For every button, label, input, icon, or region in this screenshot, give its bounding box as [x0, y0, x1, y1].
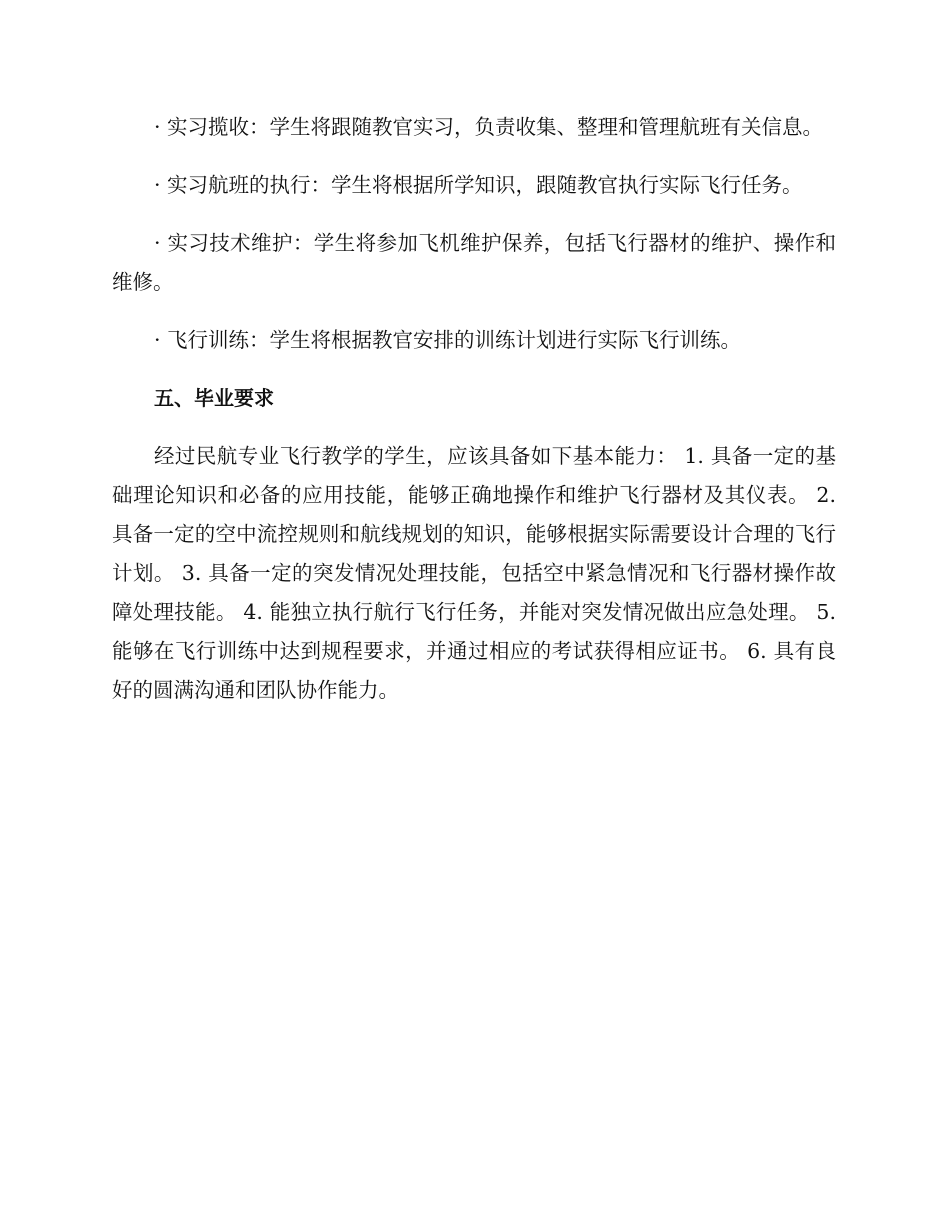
bullet-internship-collection: · 实习揽收：学生将跟随教官实习，负责收集、整理和管理航班有关信息。	[154, 115, 824, 139]
bullet-internship-maintenance: · 实习技术维护：学生将参加飞机维护保养，包括飞行器材的维护、操作和维修。	[112, 231, 836, 294]
document-content	[112, 108, 836, 729]
section-heading-graduation-requirements: 五、毕业要求	[154, 386, 274, 410]
section-body-graduation-requirements: 经过民航专业飞行教学的学生，应该具备如下基本能力： 1. 具备一定的基础理论知识和必备的应用技能，能够正确地操作和维护飞行器材及其仪表。 2. 具备一定的空中流控规则和航线规划的知识，能够根据实际需要设计合理的飞行计划。 3. 具备一定的突发情况处理技能，包括空中紧急情况和飞行器材操作故障处理技能。 4. 能独立执行航行飞行任务，并能对突发情况做出应急处理。 5. 能够在飞行训练中达到规程要求，并通过相应的考试获得相应证书。 6. 具有良好的圆满沟通和团队协作能力。	[112, 444, 836, 702]
bullet-internship-flight-execution: · 实习航班的执行：学生将根据所学知识，跟随教官执行实际飞行任务。	[154, 173, 803, 197]
bullet-flight-training: · 飞行训练：学生将根据教官安排的训练计划进行实际飞行训练。	[154, 328, 742, 352]
